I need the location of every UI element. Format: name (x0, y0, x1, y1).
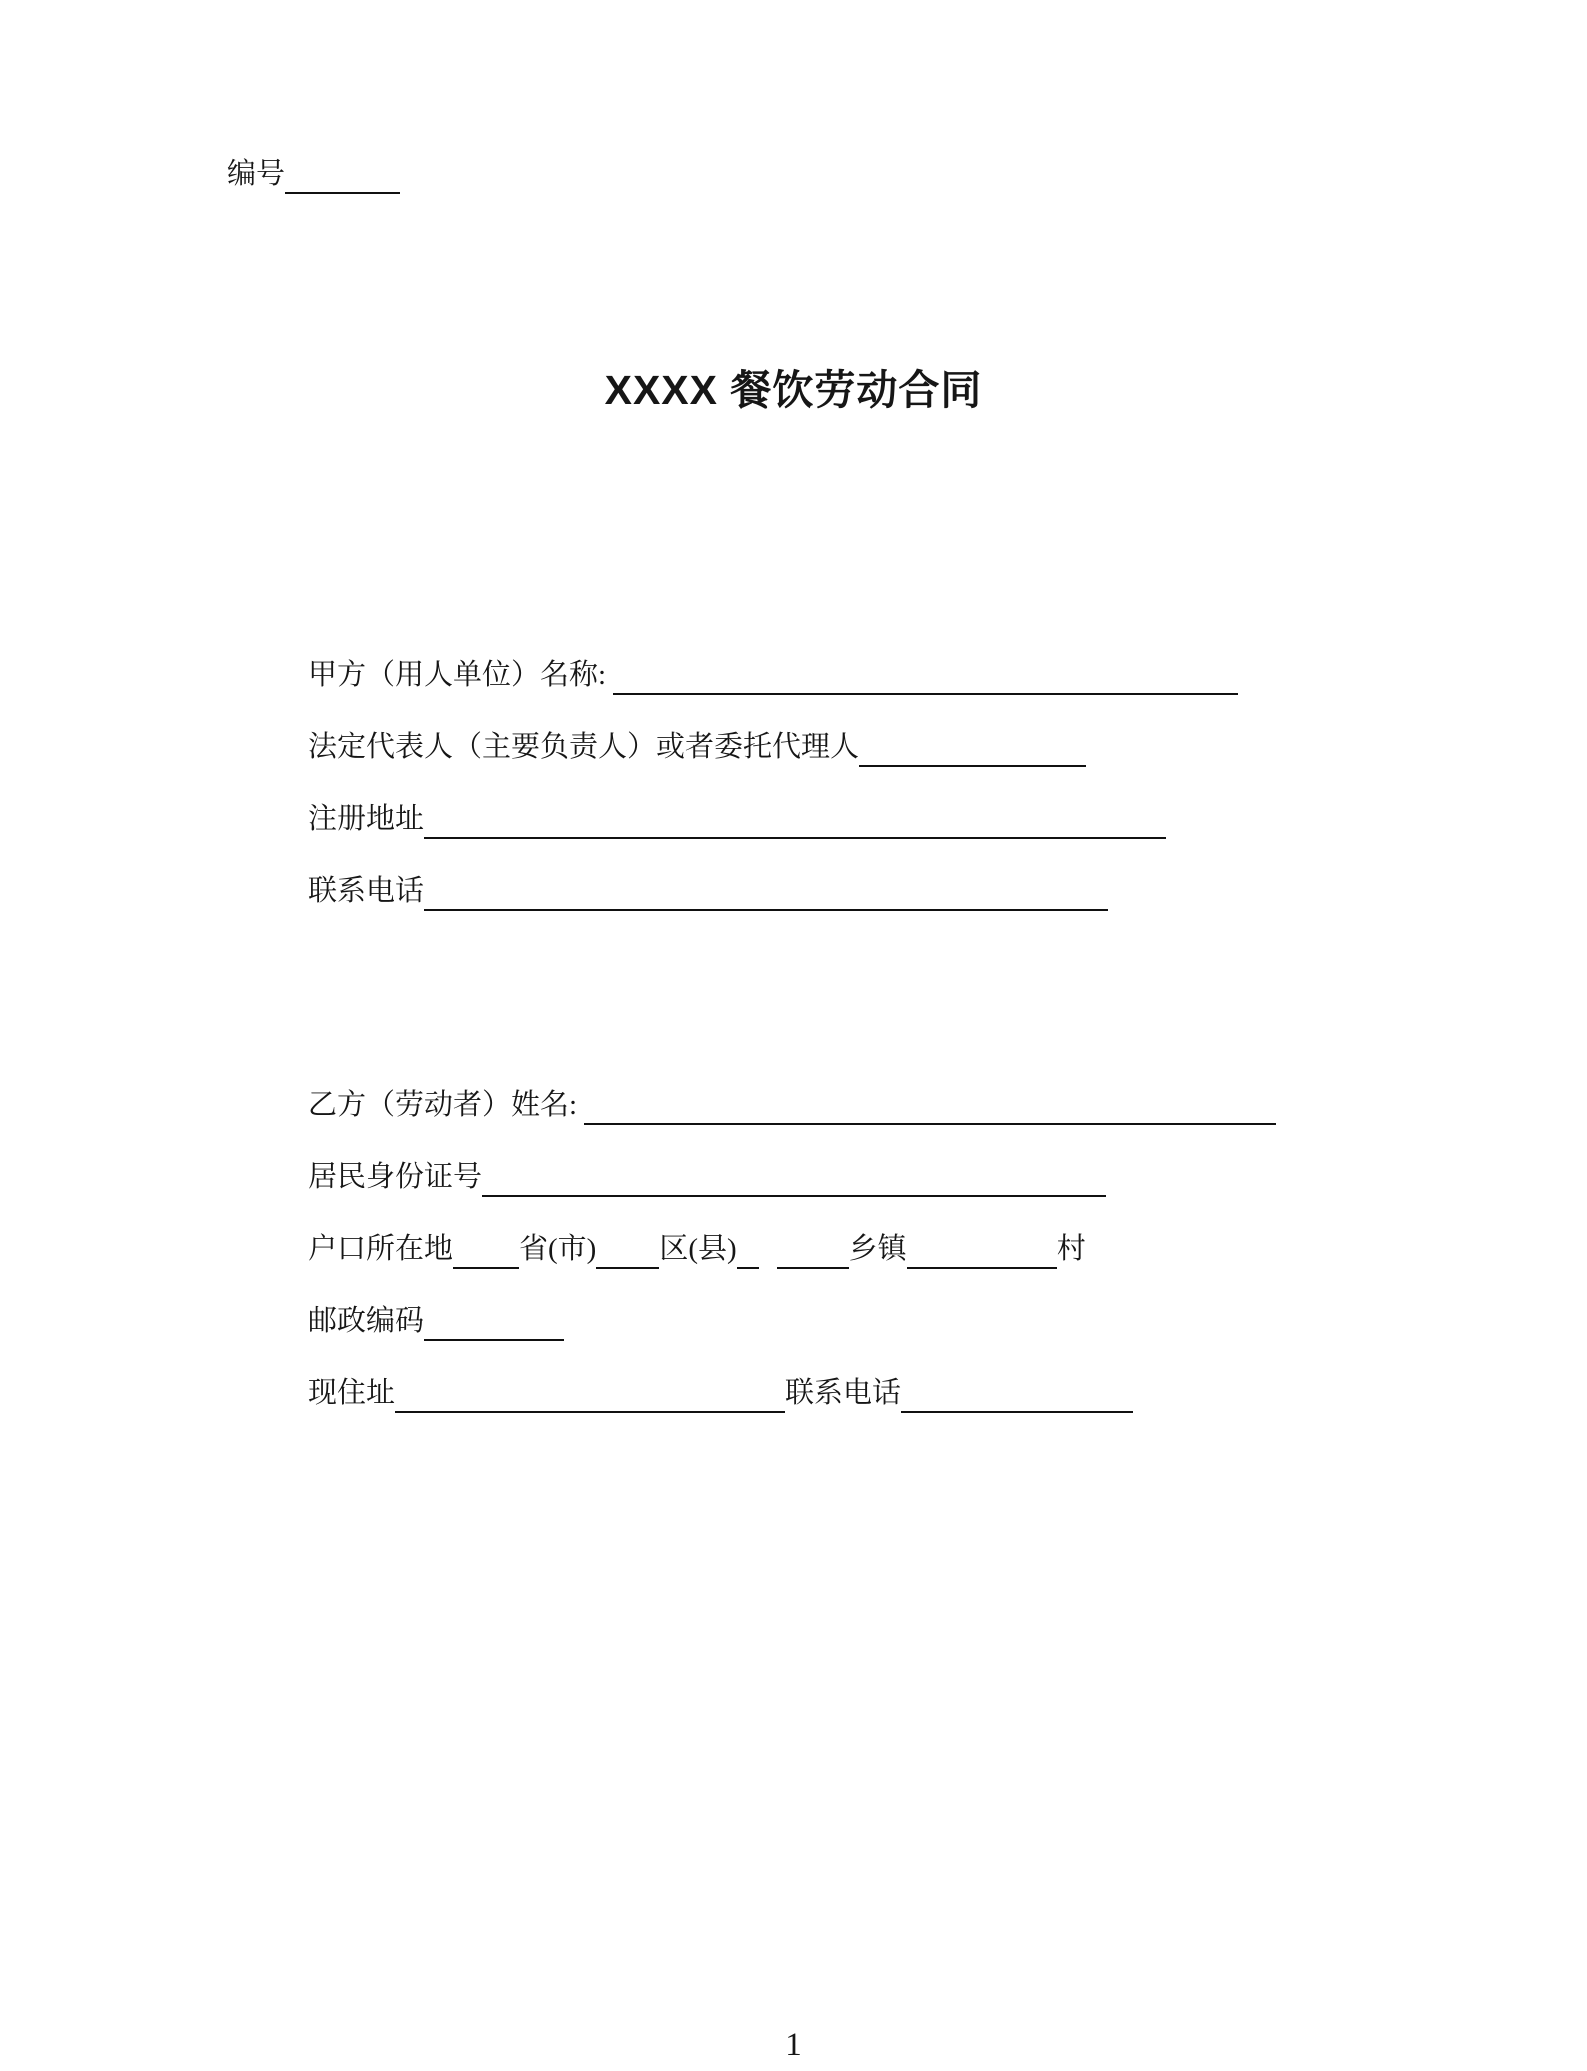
field-label: 注册地址 (308, 803, 425, 835)
blank-underline (907, 1230, 1057, 1269)
field-employer-name (308, 656, 1238, 695)
party-a-section (308, 656, 1238, 944)
spacer (759, 1268, 777, 1269)
blank-underline (596, 1230, 659, 1269)
field-label: 乙方（劳动者）姓名: (308, 1089, 585, 1121)
field-label: 邮政编码 (308, 1305, 425, 1337)
field-legal-representative (308, 728, 1238, 767)
field-label: 户口所在地 (308, 1233, 454, 1265)
field-label: 法定代表人（主要负责人）或者委托代理人 (308, 731, 860, 763)
blank-underline (453, 1230, 519, 1269)
blank-underline (395, 1374, 785, 1413)
field-doc-number (227, 155, 400, 194)
field-label: 联系电话 (785, 1377, 902, 1409)
blank-underline (859, 728, 1086, 767)
blank-underline (901, 1374, 1133, 1413)
blank-underline (737, 1230, 759, 1269)
field-id-number (308, 1158, 1276, 1197)
field-worker-name (308, 1086, 1276, 1125)
field-postal-code (308, 1302, 1276, 1341)
blank-underline (424, 1302, 564, 1341)
field-label: 居民身份证号 (308, 1161, 483, 1193)
field-label: 省(市) (519, 1233, 597, 1265)
field-household-registration (308, 1230, 1276, 1269)
document-title: XXXX 餐饮劳动合同 (604, 367, 983, 413)
party-b-section (308, 1086, 1276, 1446)
field-label: 区(县) (659, 1233, 737, 1265)
blank-underline (424, 872, 1108, 911)
field-label: 村 (1056, 1233, 1086, 1265)
field-label: 编号 (227, 158, 286, 190)
field-employer-phone (308, 872, 1238, 911)
field-label: 甲方（用人单位）名称: (308, 659, 614, 691)
field-label: 乡镇 (848, 1233, 907, 1265)
field-registered-address (308, 800, 1238, 839)
blank-underline (482, 1158, 1106, 1197)
doc-number-line (227, 155, 400, 227)
blank-underline (777, 1230, 849, 1269)
blank-underline (424, 800, 1166, 839)
blank-underline (613, 656, 1238, 695)
blank-underline (285, 155, 400, 194)
blank-underline (584, 1086, 1276, 1125)
page-number: 1 (785, 2027, 802, 2063)
field-current-address (308, 1374, 1276, 1413)
field-label: 现住址 (308, 1377, 396, 1409)
field-label: 联系电话 (308, 875, 425, 907)
